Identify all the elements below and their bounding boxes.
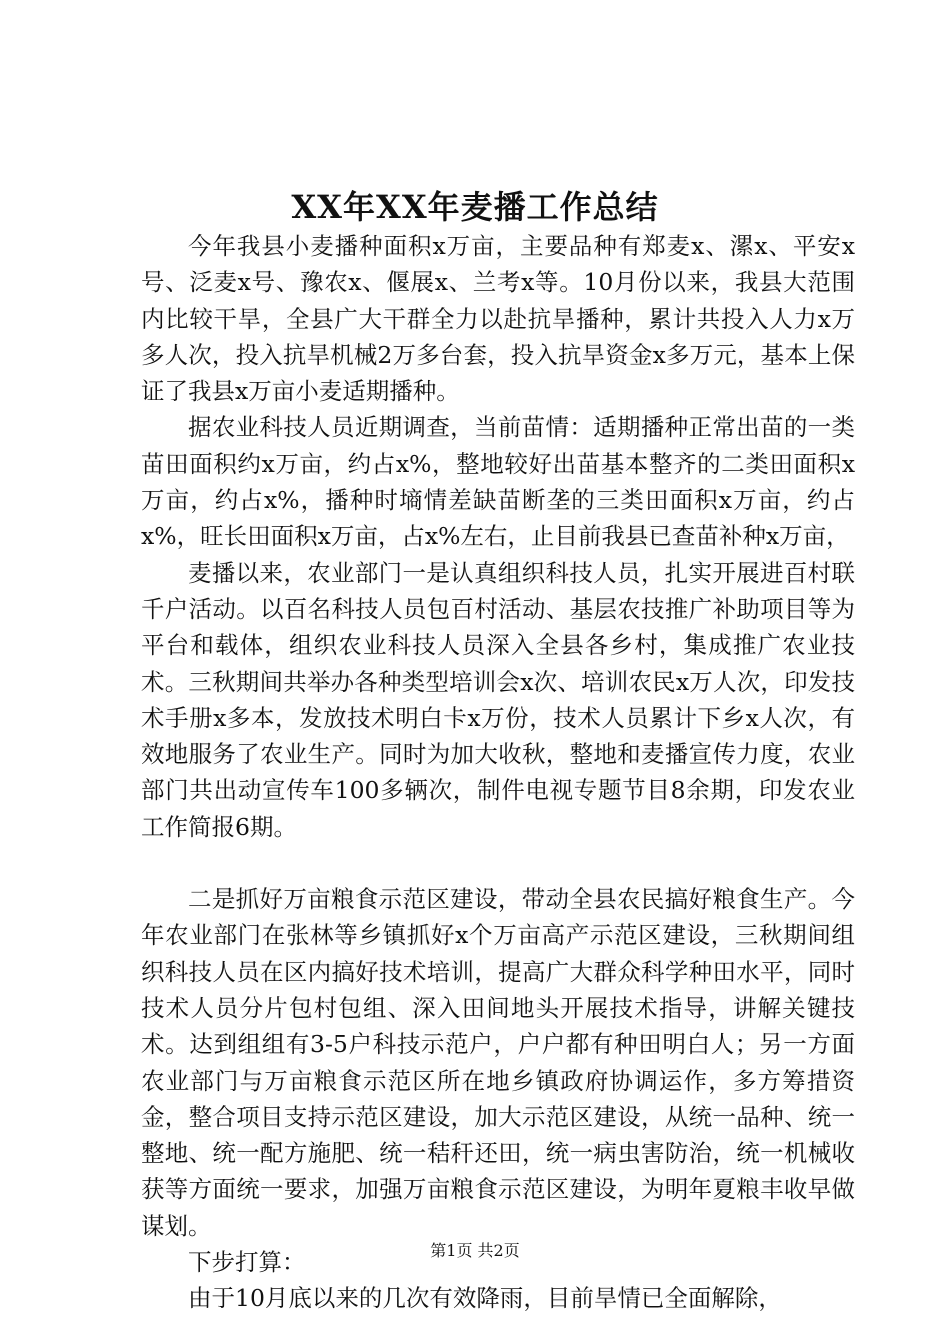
document-title: XX年XX年麦播工作总结 bbox=[291, 188, 659, 226]
paragraph-tech-services: 麦播以来，农业部门一是认真组织科技人员，扎实开展进百村联千户活动。以百名科技人员包百村活动、基层农技推广补助项目等为平台和载体，组织农业科技人员深入全县各乡村，集成推广农业技术。三秋期间共举办各种类型培训会x次、培训农民x万人次，印发技术手册x多本，发放技术明白卡x万份，技术人员累计下乡x人次，有效地服务了农业生产。同时为加大收秋，整地和麦播宣传力度，农业部门共出动宣传车100多辆次，制件电视专题节目8余期，印发农业工作简报6期。 bbox=[141, 558, 855, 841]
paragraph-sowing-area: 今年我县小麦播种面积x万亩，主要品种有郑麦x、漯x、平安x号、泛麦x号、豫农x、偃展x、兰考x等。10月份以来，我县大范围内比较干旱，全县广大干群全力以赴抗旱播种，累计共投入人力x万多人次，投入抗旱机械2万多台套，投入抗旱资金x多万元，基本上保证了我县x万亩小麦适期播种。 bbox=[141, 232, 855, 406]
paragraph-demo-zone: 二是抓好万亩粮食示范区建设，带动全县农民搞好粮食生产。今年农业部门在张林等乡镇抓好x个万亩高产示范区建设，三秋期间组织科技人员在区内搞好技术培训，提高广大群众科学种田水平，同时技术人员分片包村包组、深入田间地头开展技术指导，讲解关键技术。达到组组有3-5户科技示范户，户户都有种田明白人；另一方面农业部门与万亩粮食示范区所在地乡镇政府协调运作，多方筹措资金，整合项目支持示范区建设，加大示范区建设，从统一品种、统一整地、统一配方施肥、统一秸秆还田，统一病虫害防治，统一机械收获等方面统一要求，加强万亩粮食示范区建设，为明年夏粮丰收早做谋划。 bbox=[141, 885, 855, 1240]
paragraph-seedling-status: 据农业科技人员近期调查，当前苗情：适期播种正常出苗的一类苗田面积约x万亩，约占x%，整地较好出苗基本整齐的二类田面积x万亩，约占x%，播种时墒情差缺苗断垄的三类田面积x万亩，约占x%，旺长田面积x万亩，占x%左右，止目前我县已查苗补种x万亩， bbox=[141, 413, 855, 551]
paragraph-drought-relief: 由于10月底以来的几次有效降雨，目前旱情已全面解除， bbox=[188, 1284, 782, 1313]
document-body bbox=[141, 228, 855, 1317]
paragraph-next-steps-heading: 下步打算： bbox=[188, 1248, 306, 1277]
page-number-footer: 第1页 共2页 bbox=[430, 1241, 520, 1260]
paragraph-spacer bbox=[141, 845, 855, 881]
